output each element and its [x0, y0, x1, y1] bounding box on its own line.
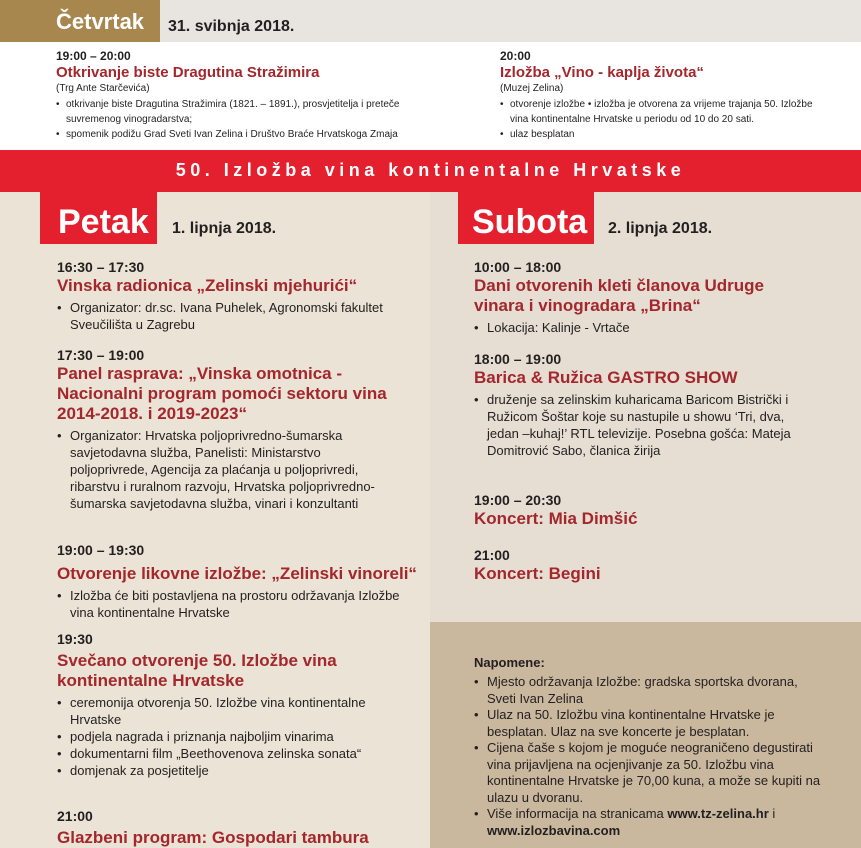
- event-details: [474, 391, 814, 459]
- thursday-date: 31. svibnja 2018.: [168, 18, 295, 35]
- friday-event-1: [57, 259, 417, 333]
- event-title: Dani otvorenih kleti članova Udruge vinara i vinogradara „Brina“: [474, 276, 765, 315]
- event-time: 19:00 – 20:30: [474, 492, 562, 508]
- event-time: 19:30: [57, 631, 93, 647]
- friday-event-5: [57, 808, 417, 848]
- list-item: • Cijena čaše s kojom je moguće neograničeno degustirati vina prijavljena na ocjenjivanje za 50. Izložbu vina kontinentalne Hrvatske je 70,00 kuna, a može se kupiti na ulazu u dvoranu.: [474, 740, 824, 806]
- saturday-event-4: [474, 547, 814, 584]
- event-title: Panel rasprava: „Vinska omotnica - Nacionalni program pomoći sektoru vina 2014-2018. i 2019-2023“: [57, 364, 387, 423]
- list-item: • Organizator: Hrvatska poljoprivredno-šumarska savjetodavna služba, Panelisti: Ministarstvo poljoprivrede, Agencija za plaćanja u poljoprivredi, ribarstvu i ruralnom razvoju, Hrvatska poljoprivredno-šumarska savjetodavna služba, vinari i konzultanti: [57, 427, 392, 512]
- friday-day-name: Petak: [40, 192, 157, 244]
- event-time: 20:00: [500, 49, 531, 63]
- list-item: • ceremonija otvorenja 50. Izložbe vina kontinentalne Hrvatske: [57, 694, 402, 728]
- event-time: 10:00 – 18:00: [474, 259, 562, 275]
- event-time: 21:00: [474, 547, 510, 563]
- notes-heading: Napomene:: [474, 655, 545, 670]
- list-item: • Organizator: dr.sc. Ivana Puhelek, Agronomski fakultet Sveučilišta u Zagrebu: [57, 299, 417, 333]
- event-time: 18:00 – 19:00: [474, 351, 562, 367]
- web-prefix: Više informacija na stranicama: [487, 806, 664, 821]
- event-details: [57, 587, 417, 621]
- event-location: (Trg Ante Starčevića): [56, 83, 150, 94]
- event-time: 19:00 – 19:30: [57, 542, 145, 558]
- event-title: Vinska radionica „Zelinski mjehurići“: [57, 276, 358, 295]
- list-item: • Mjesto održavanja Izložbe: gradska sportska dvorana, Sveti Ivan Zelina: [474, 674, 824, 707]
- event-details: [474, 319, 814, 336]
- event-time: 21:00: [57, 808, 93, 824]
- banner-title: 50. Izložba vina kontinentalne Hrvatske: [175, 160, 686, 180]
- saturday-date: 2. lipnja 2018.: [608, 220, 713, 237]
- thursday-event-2: [500, 49, 830, 142]
- friday-event-3: [57, 542, 417, 621]
- saturday-event-2: [474, 351, 814, 459]
- event-details: [57, 427, 392, 512]
- list-item: • podjela nagrada i priznanja najboljim vinarima: [57, 728, 402, 745]
- website-link-izlozbavina[interactable]: www.izlozbavina.com: [487, 822, 621, 838]
- list-item: • dokumentarni film „Beethovenova zelinska sonata“: [57, 745, 402, 762]
- list-item: • Ulaz na 50. Izložbu vina kontinentalne Hrvatske je besplatan. Ulaz na sve koncerte je besplatan.: [474, 707, 824, 740]
- event-title: Glazbeni program: Gospodari tambura: [57, 828, 369, 847]
- event-details: [57, 694, 402, 779]
- list-item: • Izložba će biti postavljena na prostoru održavanja Izložbe vina kontinentalne Hrvatske: [57, 587, 417, 621]
- event-time: 16:30 – 17:30: [57, 259, 145, 275]
- notes: [474, 655, 824, 839]
- saturday-event-3: [474, 492, 814, 529]
- event-time: 19:00 – 20:00: [56, 49, 131, 63]
- list-item: • spomenik podižu Grad Sveti Ivan Zelina i Društvo Braće Hrvatskoga Zmaja: [56, 127, 426, 142]
- event-details: [56, 97, 426, 142]
- event-title: Svečano otvorenje 50. Izložbe vina kontinentalne Hrvatske: [57, 651, 337, 690]
- friday-date: 1. lipnja 2018.: [172, 220, 277, 237]
- list-item: • ulaz besplatan: [500, 127, 830, 142]
- saturday-day-name: Subota: [458, 192, 594, 244]
- thursday-event-1: [56, 49, 426, 142]
- list-item: [474, 806, 824, 839]
- event-title: Izložba „Vino - kaplja života“: [500, 64, 704, 81]
- event-details: [57, 299, 417, 333]
- list-item: • domjenak za posjetitelje: [57, 762, 402, 779]
- friday-event-4: [57, 631, 402, 779]
- notes-list: [474, 674, 824, 839]
- event-details: [500, 97, 830, 142]
- list-item: • otkrivanje biste Dragutina Stražimira (1821. – 1891.), prosvjetitelja i preteče suvremenog vinogradarstva;: [56, 97, 426, 127]
- event-location: (Muzej Zelina): [500, 83, 564, 94]
- event-title: Otvorenje likovne izložbe: „Zelinski vinoreli“: [57, 564, 417, 583]
- event-time: 17:30 – 19:00: [57, 347, 145, 363]
- event-title: Otkrivanje biste Dragutina Stražimira: [56, 64, 320, 81]
- list-item: • druženje sa zelinskim kuharicama Baricom Bistrički i Ružicom Šoštar koje su nastupile u showu ‘Tri, dva, jedan –kuhaj!’ RTL televizije. Posebna gošća: Mateja Domitrović Sabo, članica žirija: [474, 391, 814, 459]
- list-item: • Lokacija: Kalinje - Vrtače: [474, 319, 814, 336]
- web-join: i: [772, 806, 776, 821]
- thursday-day-name: Četvrtak: [0, 0, 160, 42]
- saturday-event-1: [474, 259, 814, 336]
- list-item: • otvorenje izložbe • izložba je otvorena za vrijeme trajanja 50. Izložbe vina kontinentalne Hrvatske u periodu od 10 do 20 sati.: [500, 97, 830, 127]
- thursday-section: [0, 0, 861, 150]
- website-link-tz-zelina[interactable]: www.tz-zelina.hr: [667, 806, 769, 821]
- event-title: Barica & Ružica GASTRO SHOW: [474, 368, 738, 387]
- event-title: Koncert: Mia Dimšić: [474, 509, 638, 528]
- friday-event-2: [57, 347, 392, 512]
- event-title: Koncert: Begini: [474, 564, 601, 583]
